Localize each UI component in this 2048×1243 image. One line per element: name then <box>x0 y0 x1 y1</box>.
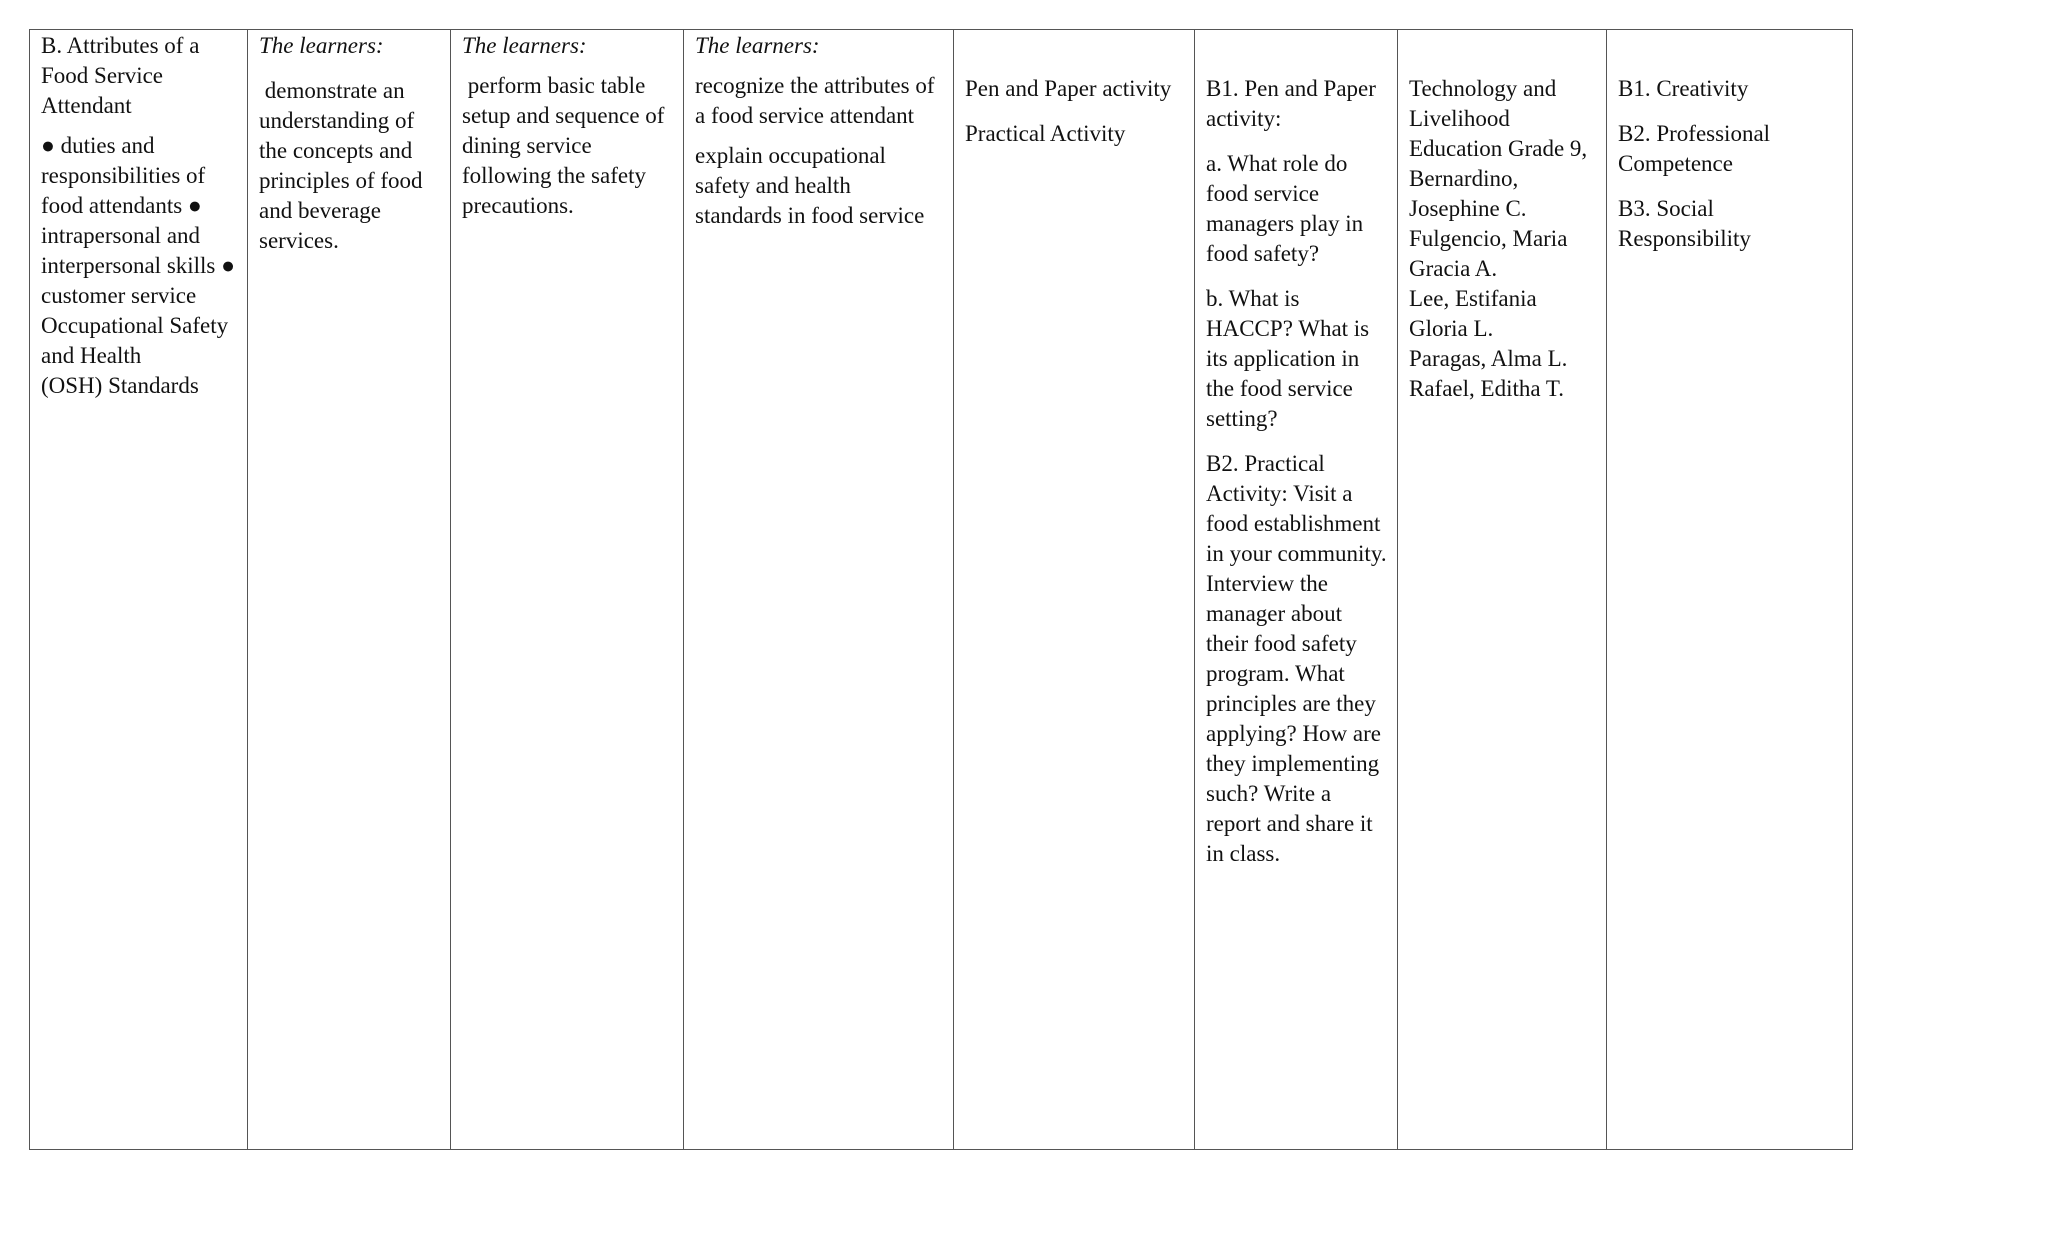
table-row <box>30 30 1853 1150</box>
references-cell <box>1398 30 1607 1150</box>
activity-item: B1. Pen and Paper activity: <box>1206 76 1376 131</box>
value-item: B3. Social Responsibility <box>1618 196 1751 251</box>
assessment-item: Practical Activity <box>965 121 1126 146</box>
performance-standard-cell <box>451 30 684 1150</box>
content-standard-text: demonstrate an understanding of the concepts and principles of food and beverage services. <box>259 78 429 253</box>
content-standard-cell <box>248 30 451 1150</box>
topic-items: ● duties and responsibilities of food attendants ● intrapersonal and interpersonal skills ● customer service Occupational Safety and Health <box>41 133 236 368</box>
value-item: B2. Professional Competence <box>1618 121 1771 176</box>
activities-cell <box>1195 30 1398 1150</box>
activity-item: b. What is HACCP? What is its application in the food service setting? <box>1206 286 1370 431</box>
learners-heading: The learners: <box>462 33 587 58</box>
learners-heading: The learners: <box>695 33 820 58</box>
reference-line: Rafael, Editha T. <box>1409 376 1564 401</box>
performance-standard-text: perform basic table setup and sequence of dining service following the safety precautions. <box>462 73 671 218</box>
assessment-cell <box>954 30 1195 1150</box>
value-item: B1. Creativity <box>1618 76 1749 101</box>
reference-line: Fulgencio, Maria Gracia A. <box>1409 226 1568 281</box>
learning-competency-cell <box>684 30 954 1150</box>
reference-line: Technology and Livelihood Education Grade 9, Bernardino, Josephine C. <box>1409 76 1588 221</box>
values-cell <box>1607 30 1853 1150</box>
competency-item: explain occupational safety and health standards in food service <box>695 143 925 228</box>
topic-title: B. Attributes of a Food Service Attendant <box>41 33 200 118</box>
activity-item: B2. Practical Activity: Visit a food establishment in your community. Interview the manager about their food safety program. What principles are they applying? How are they implementing such? Write a report and share it in class. <box>1206 451 1387 866</box>
reference-line: Lee, Estifania Gloria L. <box>1409 286 1537 341</box>
learners-heading: The learners: <box>259 33 384 58</box>
curriculum-table <box>29 29 1853 1150</box>
assessment-item: Pen and Paper activity <box>965 76 1172 101</box>
activity-item: a. What role do food service managers play in food safety? <box>1206 151 1364 266</box>
reference-line: Paragas, Alma L. <box>1409 346 1568 371</box>
competency-item: recognize the attributes of a food service attendant <box>695 73 935 128</box>
topic-items-end: (OSH) Standards <box>41 373 199 398</box>
content-cell <box>30 30 248 1150</box>
